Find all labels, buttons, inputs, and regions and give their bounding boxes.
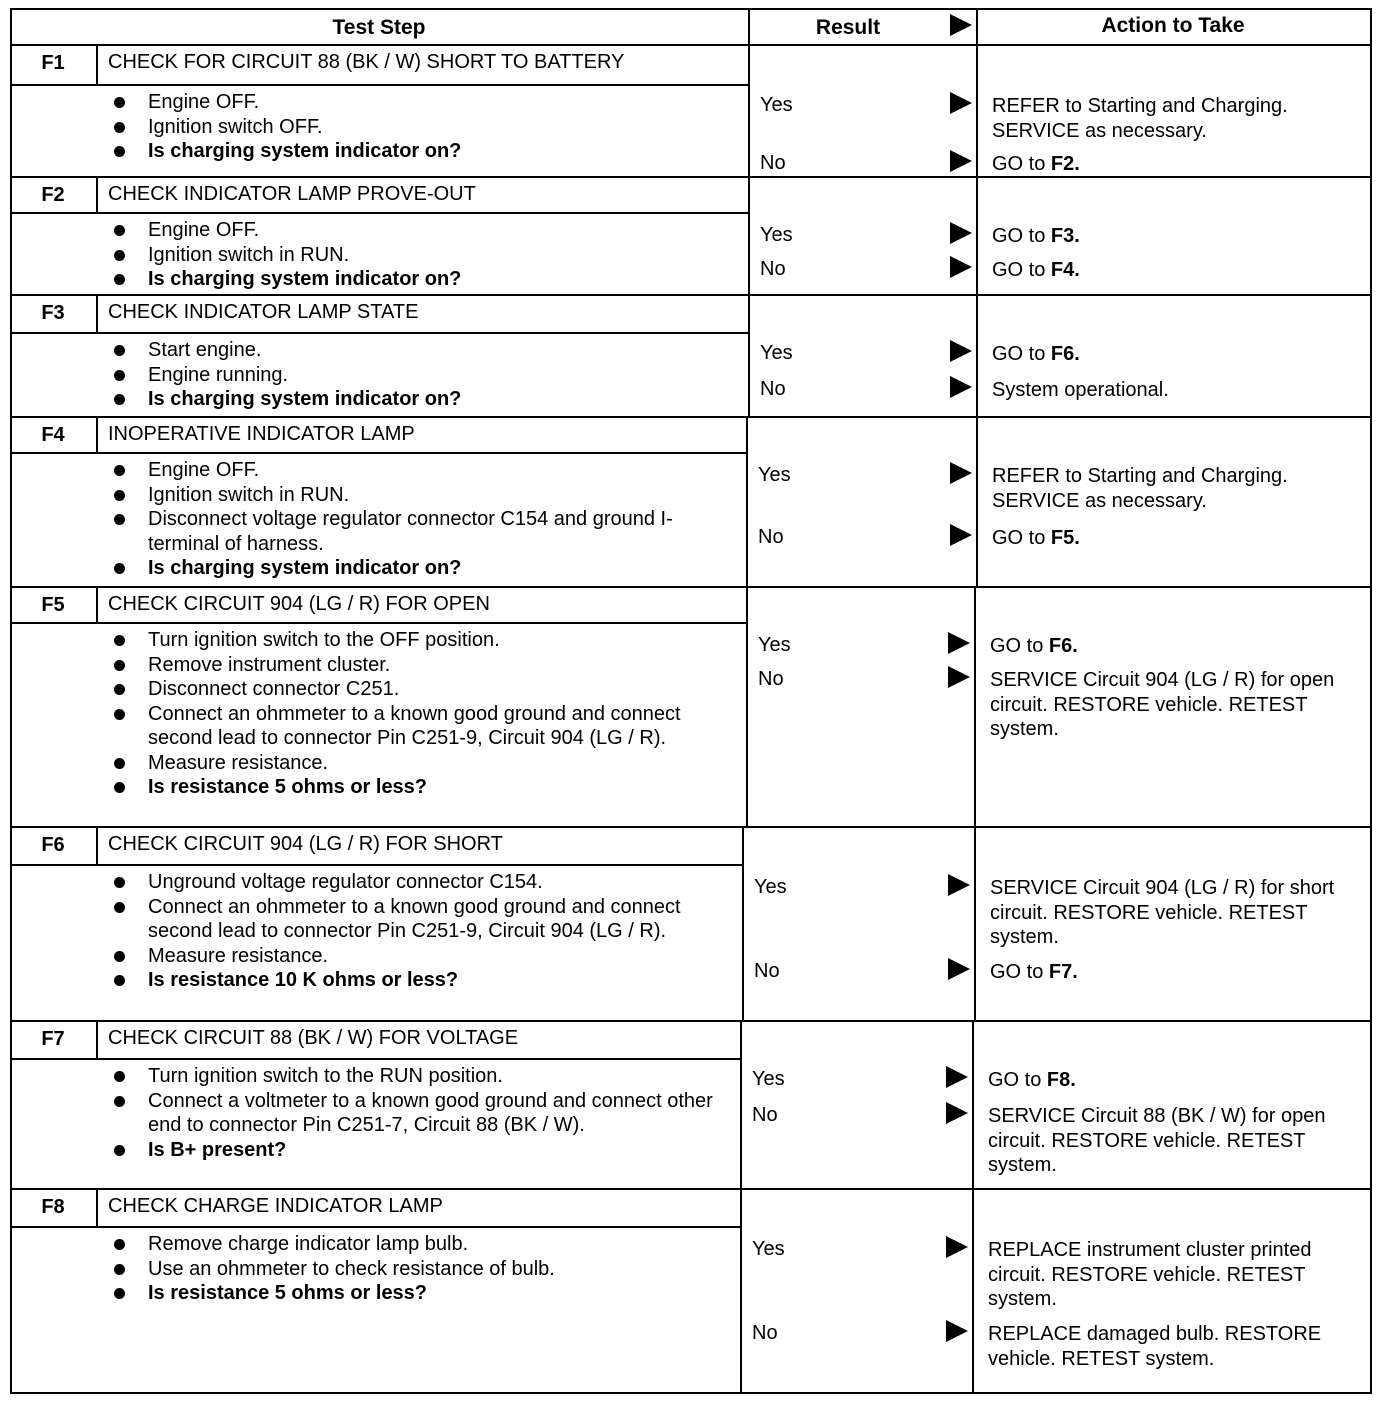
instruction-item: Measure resistance.: [108, 944, 728, 969]
step-question: Is charging system indicator on?: [108, 387, 734, 412]
action-text: GO to F5.: [992, 527, 1080, 549]
instruction-item: Remove instrument cluster.: [108, 653, 732, 678]
step-divider: [12, 1020, 1370, 1022]
step-title-underline: [12, 864, 742, 866]
instruction-item: Ignition switch OFF.: [108, 115, 734, 140]
action-text: SERVICE Circuit 88 (BK / W) for open circuit. RESTORE vehicle. RETEST system.: [988, 1105, 1326, 1176]
result-yes: Yes: [760, 224, 793, 246]
instruction-item: Remove charge indicator lamp bulb.: [108, 1232, 726, 1257]
action-step-ref: F3.: [1050, 225, 1080, 247]
step-id: F5: [41, 594, 65, 616]
step-id-divider: [96, 178, 98, 212]
result-no: No: [758, 526, 784, 548]
step-title: CHECK CHARGE INDICATOR LAMP: [108, 1195, 443, 1217]
step-title: CHECK CIRCUIT 904 (LG / R) FOR OPEN: [108, 593, 490, 615]
result-no: No: [760, 258, 786, 280]
result-no: No: [752, 1322, 778, 1344]
instruction-item: Ignition switch in RUN.: [108, 243, 734, 268]
column-divider-result: [748, 296, 750, 418]
instruction-item: Engine OFF.: [108, 90, 734, 115]
column-divider-action: [976, 10, 978, 178]
result-yes: Yes: [758, 464, 791, 486]
column-divider-result: [742, 828, 744, 1022]
step-id-divider: [96, 1190, 98, 1226]
column-divider-action: [974, 828, 976, 1022]
step-question: Is charging system indicator on?: [108, 556, 732, 581]
step-id-divider: [96, 46, 98, 84]
column-divider-action: [976, 296, 978, 418]
action-step-ref: F4.: [1050, 259, 1080, 281]
instruction-item: Engine running.: [108, 363, 734, 388]
step-id: F4: [41, 424, 65, 446]
step-question: Is resistance 5 ohms or less?: [108, 1281, 726, 1306]
instruction-item: Connect an ohmmeter to a known good ground and connect second lead to connector Pin C251-9, Circuit 904 (LG / R).: [108, 702, 732, 751]
arrow-right-icon: [950, 222, 972, 244]
arrow-right-icon: [948, 874, 970, 896]
instruction-item: Unground voltage regulator connector C154.: [108, 870, 728, 895]
action-text: SERVICE Circuit 904 (LG / R) for open circuit. RESTORE vehicle. RETEST system.: [990, 669, 1335, 740]
instruction-item: Connect an ohmmeter to a known good ground and connect second lead to connector Pin C251-9, Circuit 904 (LG / R).: [108, 895, 728, 944]
column-divider-result: [746, 588, 748, 828]
instruction-item: Start engine.: [108, 338, 734, 363]
step-id: F1: [41, 52, 65, 74]
arrow-right-icon: [948, 632, 970, 654]
step-divider: [12, 1188, 1370, 1190]
column-divider-result: [740, 1190, 742, 1394]
arrow-right-icon: [948, 666, 970, 688]
result-yes: Yes: [760, 342, 793, 364]
column-divider-result: [748, 178, 750, 296]
step-id-divider: [96, 828, 98, 864]
step-title: CHECK CIRCUIT 904 (LG / R) FOR SHORT: [108, 833, 503, 855]
column-divider-action: [972, 1190, 974, 1394]
arrow-right-icon: [946, 1236, 968, 1258]
step-title-underline: [12, 212, 748, 214]
step-title-underline: [12, 84, 748, 86]
step-instructions: [108, 870, 728, 993]
step-question: Is B+ present?: [108, 1138, 726, 1163]
result-no: No: [760, 152, 786, 174]
column-divider-action: [972, 1022, 974, 1190]
arrow-right-icon: [948, 958, 970, 980]
result-no: No: [754, 960, 780, 982]
action-text: REPLACE instrument cluster printed circuit. RESTORE vehicle. RETEST system.: [988, 1239, 1312, 1310]
step-id: F3: [41, 302, 65, 324]
column-divider-action: [976, 178, 978, 296]
step-question: Is charging system indicator on?: [108, 139, 734, 164]
instruction-item: Engine OFF.: [108, 458, 732, 483]
step-title: INOPERATIVE INDICATOR LAMP: [108, 423, 415, 445]
step-id-divider: [96, 1022, 98, 1058]
step-title-underline: [12, 622, 746, 624]
action-text: GO to F3.: [992, 225, 1080, 247]
action-text: GO to F8.: [988, 1069, 1076, 1091]
action-text: REPLACE damaged bulb. RESTORE vehicle. RETEST system.: [988, 1323, 1322, 1370]
instruction-item: Use an ohmmeter to check resistance of bulb.: [108, 1257, 726, 1282]
step-title: CHECK INDICATOR LAMP PROVE-OUT: [108, 183, 476, 205]
action-step-ref: F2.: [1050, 153, 1080, 175]
instruction-item: Disconnect connector C251.: [108, 677, 732, 702]
action-text: GO to F2.: [992, 153, 1080, 175]
step-id: F2: [41, 184, 65, 206]
step-title: CHECK FOR CIRCUIT 88 (BK / W) SHORT TO BATTERY: [108, 51, 625, 73]
action-text: REFER to Starting and Charging. SERVICE as necessary.: [992, 465, 1288, 512]
step-id-divider: [96, 588, 98, 622]
column-divider-result: [740, 1022, 742, 1190]
step-instructions: [108, 1064, 726, 1162]
diagnostic-table: [10, 8, 1372, 1394]
arrow-right-icon: [950, 524, 972, 546]
action-step-ref: F5.: [1050, 527, 1080, 549]
step-title: CHECK INDICATOR LAMP STATE: [108, 301, 419, 323]
instruction-item: Engine OFF.: [108, 218, 734, 243]
step-id-divider: [96, 418, 98, 452]
action-step-ref: F8.: [1046, 1069, 1076, 1091]
step-title-underline: [12, 1226, 740, 1228]
arrow-right-icon: [946, 1102, 968, 1124]
arrow-right-icon: [950, 340, 972, 362]
header-divider: [12, 44, 1370, 46]
step-instructions: [108, 1232, 726, 1306]
action-step-ref: F6.: [1048, 635, 1078, 657]
step-question: Is resistance 5 ohms or less?: [108, 775, 732, 800]
column-divider-result: [746, 418, 748, 588]
action-text: REFER to Starting and Charging. SERVICE as necessary.: [992, 95, 1288, 142]
result-no: No: [760, 378, 786, 400]
arrow-right-icon: [946, 1320, 968, 1342]
arrow-right-icon: [950, 150, 972, 172]
step-id: F7: [41, 1028, 65, 1050]
result-yes: Yes: [760, 94, 793, 116]
step-divider: [12, 586, 1370, 588]
instruction-item: Connect a voltmeter to a known good ground and connect other end to connector Pin C251-7, Circuit 88 (BK / W).: [108, 1089, 726, 1138]
step-instructions: [108, 218, 734, 292]
header-arrow-icon: [950, 14, 972, 36]
step-title: CHECK CIRCUIT 88 (BK / W) FOR VOLTAGE: [108, 1027, 519, 1049]
arrow-right-icon: [950, 376, 972, 398]
action-text: GO to F6.: [992, 343, 1080, 365]
result-yes: Yes: [754, 876, 787, 898]
instruction-item: Disconnect voltage regulator connector C154 and ground I-terminal of harness.: [108, 507, 732, 556]
step-id-divider: [96, 296, 98, 332]
step-divider: [12, 826, 1370, 828]
step-title-underline: [12, 1058, 740, 1060]
step-instructions: [108, 338, 734, 412]
instruction-item: Turn ignition switch to the RUN position.: [108, 1064, 726, 1089]
step-id: F6: [41, 834, 65, 856]
step-instructions: [108, 628, 732, 800]
instruction-item: Turn ignition switch to the OFF position.: [108, 628, 732, 653]
column-divider-result: [748, 10, 750, 178]
arrow-right-icon: [950, 256, 972, 278]
result-no: No: [752, 1104, 778, 1126]
column-divider-action: [974, 588, 976, 828]
header-test-step: Test Step: [332, 16, 426, 39]
arrow-right-icon: [946, 1066, 968, 1088]
header-result: Result: [815, 16, 881, 39]
instruction-item: Measure resistance.: [108, 751, 732, 776]
action-step-ref: F7.: [1048, 961, 1078, 983]
step-instructions: [108, 90, 734, 164]
action-step-ref: F6.: [1050, 343, 1080, 365]
step-divider: [12, 416, 1370, 418]
column-divider-action: [976, 418, 978, 588]
step-question: Is resistance 10 K ohms or less?: [108, 968, 728, 993]
action-text: SERVICE Circuit 904 (LG / R) for short circuit. RESTORE vehicle. RETEST system.: [990, 877, 1335, 948]
step-question: Is charging system indicator on?: [108, 267, 734, 292]
result-yes: Yes: [752, 1238, 785, 1260]
arrow-right-icon: [950, 92, 972, 114]
step-title-underline: [12, 452, 746, 454]
action-text: GO to F7.: [990, 961, 1078, 983]
action-text: System operational.: [992, 379, 1169, 401]
header-action: Action to Take: [1101, 14, 1245, 37]
step-id: F8: [41, 1196, 65, 1218]
arrow-right-icon: [950, 462, 972, 484]
result-yes: Yes: [758, 634, 791, 656]
action-text: GO to F6.: [990, 635, 1078, 657]
step-title-underline: [12, 332, 748, 334]
instruction-item: Ignition switch in RUN.: [108, 483, 732, 508]
step-instructions: [108, 458, 732, 581]
step-divider: [12, 294, 1370, 296]
action-text: GO to F4.: [992, 259, 1080, 281]
result-yes: Yes: [752, 1068, 785, 1090]
result-no: No: [758, 668, 784, 690]
